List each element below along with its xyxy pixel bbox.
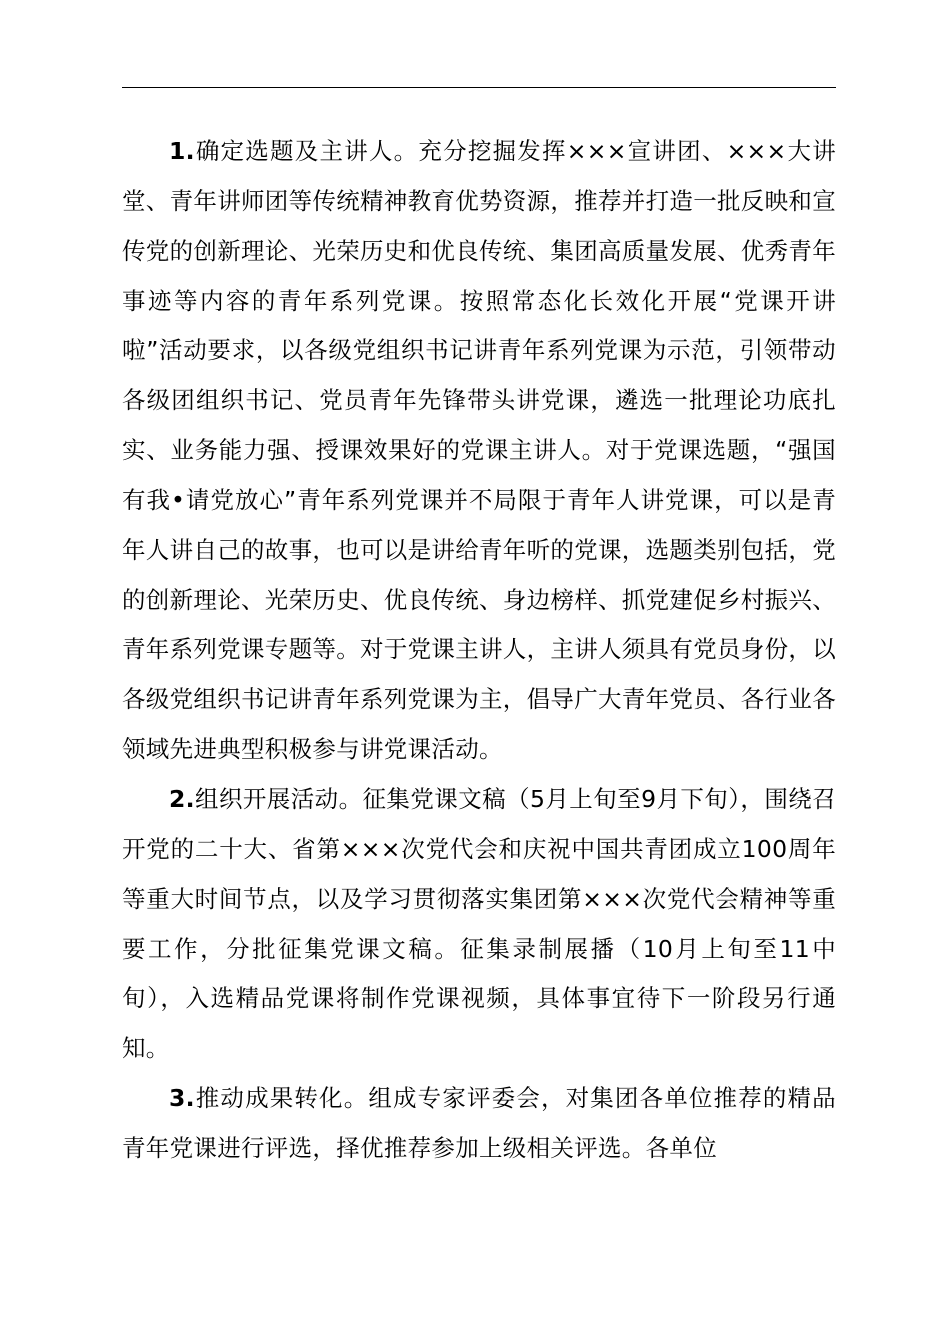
paragraph-1 — [122, 127, 836, 775]
paragraph-1-text: 确定选题及主讲人。充分挖掘发挥×××宣讲团、×××大讲堂、青年讲师团等传统精神教育优势资源，推荐并打造一批反映和宣传党的创新理论、光荣历史和优良传统、集团高质量发展、优秀青年事迹等内容的青年系列党课。按照常态化长效化开展“党课开讲啦”活动要求，以各级党组织书记讲青年系列党课为示范，引领带动各级团组织书记、党员青年先锋带头讲党课，遴选一批理论功底扎实、业务能力强、授课效果好的党课主讲人。对于党课选题，“强国有我•请党放心”青年系列党课并不局限于青年人讲党课，可以是青年人讲自己的故事，也可以是讲给青年听的党课，选题类别包括，党的创新理论、光荣历史、优良传统、身边榜样、抓党建促乡村振兴、青年系列党课专题等。对于党课主讲人，主讲人须具有党员身份，以各级党组织书记讲青年系列党课为主，倡导广大青年党员、各行业各领域先进典型积极参与讲党课活动。 — [122, 137, 836, 764]
paragraph-2 — [122, 775, 836, 1074]
paragraph-3 — [122, 1074, 836, 1174]
paragraph-2-text: 组织开展活动。征集党课文稿（5月上旬至9月下旬），围绕召开党的二十大、省第×××次党代会和庆祝中国共青团成立100周年等重大时间节点，以及学习贯彻落实集团第×××次党代会精神等重要工作，分批征集党课文稿。征集录制展播（10月上旬至11中旬），入选精品党课将制作党课视频，具体事宜待下一阶段另行通知。 — [122, 784, 836, 1063]
document-body — [122, 127, 836, 1174]
paragraph-2-number: 2. — [169, 784, 195, 813]
paragraph-1-number: 1. — [169, 137, 195, 165]
paragraph-3-text: 推动成果转化。组成专家评委会，对集团各单位推荐的精品青年党课进行评选，择优推荐参加上级相关评选。各单位 — [122, 1084, 836, 1162]
header-rule — [122, 87, 836, 88]
paragraph-3-number: 3. — [169, 1084, 195, 1113]
